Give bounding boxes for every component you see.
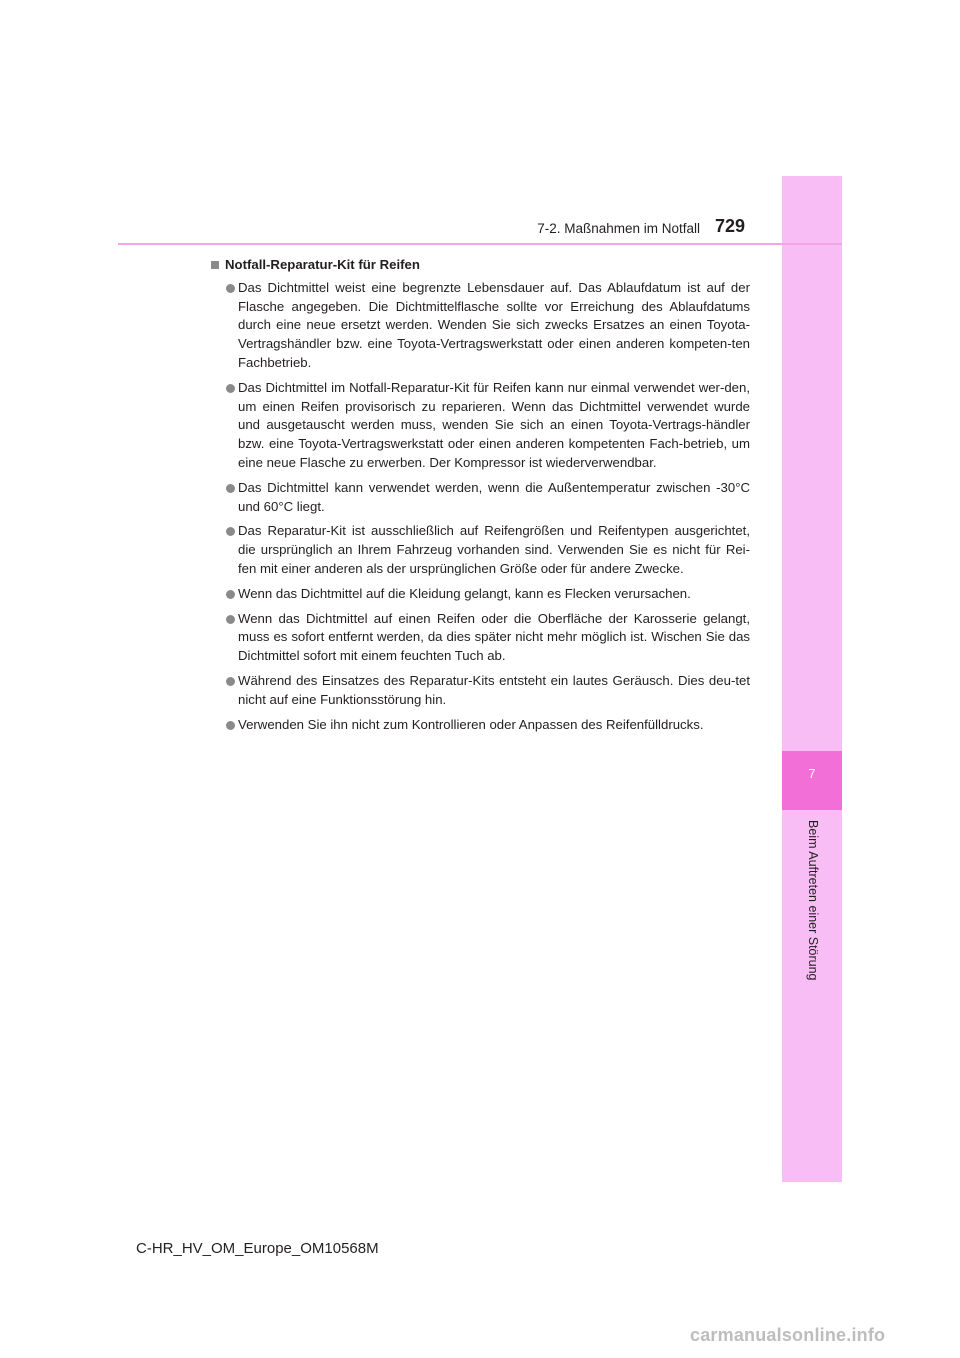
list-item bbox=[210, 672, 750, 710]
list-item-text: Das Dichtmittel kann verwendet werden, wenn die Außentemperatur zwischen -30°C und 60°C liegt. bbox=[238, 479, 750, 514]
list-item bbox=[210, 610, 750, 666]
page-number: 729 bbox=[715, 216, 746, 236]
list-item bbox=[210, 379, 750, 473]
circle-bullet-icon bbox=[226, 615, 235, 624]
list-item bbox=[210, 479, 750, 517]
list-item-text: Das Reparatur-Kit ist ausschließlich auf Reifengrößen und Reifentypen ausgerichtet, die ursprünglich an Ihrem Fahrzeug vorhanden sind. Verwenden Sie es nicht für Rei-fen mit einer anderen als der ursprünglichen Größe oder für andere Zwecke. bbox=[238, 523, 750, 576]
section-heading-text: Notfall-Reparatur-Kit für Reifen bbox=[225, 257, 420, 272]
circle-bullet-icon bbox=[226, 527, 235, 536]
list-item-text: Während des Einsatzes des Reparatur-Kits entsteht ein lautes Geräusch. Dies deu-tet nicht auf eine Funktionsstörung hin. bbox=[238, 672, 750, 707]
manual-code: C-HR_HV_OM_Europe_OM10568M bbox=[136, 1240, 379, 1257]
circle-bullet-icon bbox=[226, 384, 235, 393]
chapter-number: 7 bbox=[808, 766, 816, 781]
circle-bullet-icon bbox=[226, 677, 235, 686]
square-bullet-icon bbox=[211, 261, 219, 269]
list-item bbox=[210, 279, 750, 373]
watermark-link[interactable]: carmanualsonline.info bbox=[690, 1325, 886, 1345]
circle-bullet-icon bbox=[226, 284, 235, 293]
section-title: 7-2. Maßnahmen im Notfall bbox=[537, 221, 700, 236]
list-item-text: Wenn das Dichtmittel auf die Kleidung gelangt, kann es Flecken verursachen. bbox=[238, 585, 691, 601]
list-item bbox=[210, 585, 750, 604]
chapter-side-tab bbox=[782, 176, 842, 1182]
list-item-text: Das Dichtmittel im Notfall-Reparatur-Kit für Reifen kann nur einmal verwendet wer-den, um einen Reifen provisorisch zu reparieren. Wenn das Dichtmittel verwendet wurde und ausgetauscht werden muss, wenden Sie sich an einen Toyota-Vertrags-händler bzw. eine Toyota-Vertragswerkstatt oder einen anderen kompetenten Fach-betrieb, um eine neue Flasche zu erwerben. Der Kompressor ist wiederverwendbar. bbox=[238, 379, 750, 470]
list-item bbox=[210, 716, 750, 735]
circle-bullet-icon bbox=[226, 590, 235, 599]
section-heading bbox=[210, 256, 750, 275]
list-item-text: Wenn das Dichtmittel auf einen Reifen oder die Oberfläche der Karosserie gelangt, muss es sofort entfernt werden, da dies später nicht mehr möglich ist. Wischen Sie das Dichtmittel sofort mit einem feuchten Tuch ab. bbox=[238, 610, 750, 664]
chapter-title: Beim Auftreten einer Störung bbox=[806, 820, 820, 981]
circle-bullet-icon bbox=[226, 484, 235, 493]
list-item-text: Verwenden Sie ihn nicht zum Kontrollieren oder Anpassen des Reifenfülldrucks. bbox=[238, 716, 704, 732]
list-item bbox=[210, 522, 750, 578]
header-divider bbox=[118, 243, 842, 245]
page-content bbox=[210, 256, 750, 740]
list-item-text: Das Dichtmittel weist eine begrenzte Lebensdauer auf. Das Ablaufdatum ist auf der Flasche angegeben. Die Dichtmittelflasche sollte vor Erreichung des Ablaufdatums durch eine neue ersetzt werden. Wenden Sie sich zwecks Ersatzes an einen Toyota-Vertragshändler bzw. eine Toyota-Vertragswerkstatt oder einen anderen kompeten-ten Fachbetrieb. bbox=[238, 279, 750, 370]
circle-bullet-icon bbox=[226, 721, 235, 730]
